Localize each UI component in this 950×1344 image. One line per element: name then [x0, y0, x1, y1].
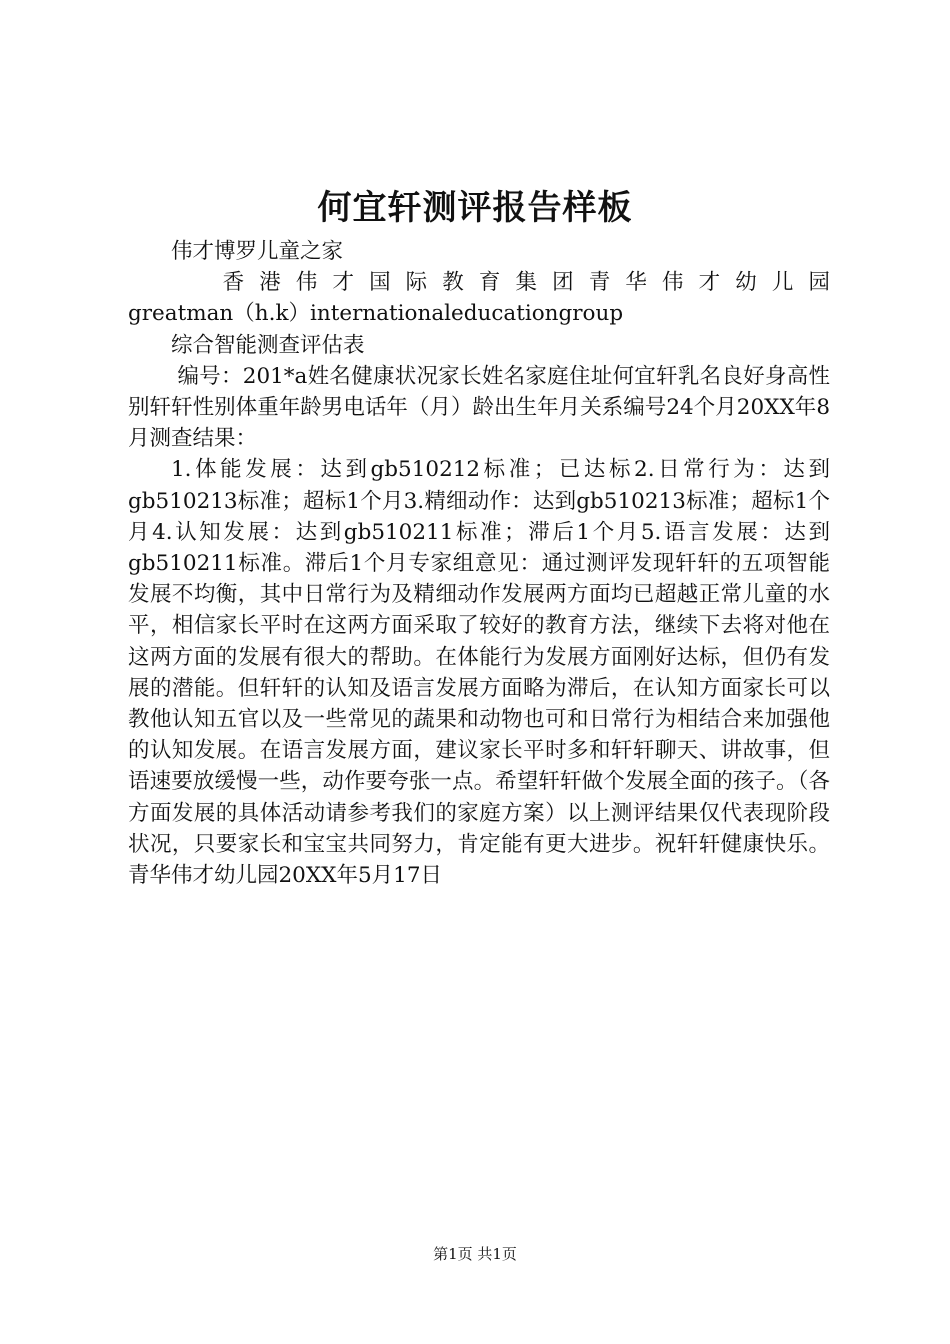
paragraph-org-group — [128, 267, 830, 329]
paragraph-results: 1.体能发展：达到gb510212标准；已达标2.日常行为：达到gb510213标准；超标1个月3.精细动作：达到gb510213标准；超标1个月4.认知发展：达到gb510211标准；滞后1个月5.语言发展：达到gb510211标准。滞后1个月专家组意见：通过测评发现轩轩的五项智能发展不均衡，其中日常行为及精细动作发展两方面均已超越正常儿童的水平，相信家长平时在这两方面采取了较好的教育方法，继续下去将对他在这两方面的发展有很大的帮助。在体能行为发展方面刚好达标，但仍有发展的潜能。但轩轩的认知及语言发展方面略为滞后，在认知方面家长可以教他认知五官以及一些常见的蔬果和动物也可和日常行为相结合来加强他的认知发展。在语言发展方面，建议家长平时多和轩轩聊天、讲故事，但语速要放缓慢一些，动作要夸张一点。希望轩轩做个发展全面的孩子。（各方面发展的具体活动请参考我们的家庭方案）以上测评结果仅代表现阶段状况，只要家长和宝宝共同努力，肯定能有更大进步。祝轩轩健康快乐。青华伟才幼儿园20XX年5月17日 — [128, 457, 830, 889]
paragraph-org-home: 伟才博罗儿童之家 — [171, 239, 344, 264]
document-body — [128, 236, 830, 891]
page-footer: 第1页 共1页 — [433, 1245, 517, 1263]
paragraph-info: 编号：201*a姓名健康状况家长姓名家庭住址何宜轩乳名良好身高性别轩轩性别体重年龄男电话年（月）龄出生年月关系编号24个月20XX年8月测查结果： — [128, 363, 830, 452]
org-group-chinese-line: 香港伟才国际教育集团青华伟才幼儿园 — [222, 270, 830, 296]
paragraph-form-name: 综合智能测查评估表 — [171, 332, 365, 358]
org-group-english-line: greatman（h.k）internationaleducationgroup — [128, 301, 624, 327]
document-title: 何宜轩测评报告样板 — [317, 188, 633, 228]
